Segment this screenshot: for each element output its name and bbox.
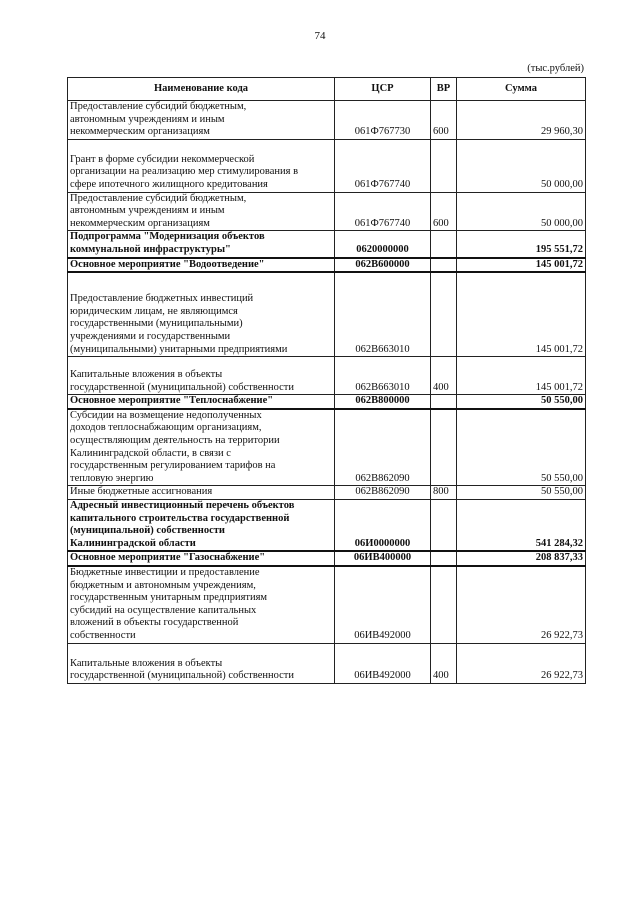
row-vr: [431, 566, 457, 643]
row-vr: [431, 409, 457, 486]
table-row: [68, 258, 586, 273]
row-sum: 145 001,72: [457, 272, 586, 356]
row-sum: 26 922,73: [457, 643, 586, 683]
row-vr: 600: [431, 192, 457, 231]
row-name: Субсидии на возмещение недополученных доходов теплоснабжающим организациям, осуществляющим деятельность на территории Калининградской области, в связи с государственным регулированием тарифов на тепловую энергию: [68, 409, 335, 486]
table-row: [68, 231, 586, 258]
row-csr: 06ИВ492000: [335, 643, 431, 683]
row-name: Бюджетные инвестиции и предоставление бюджетным и автономным учреждениям, государственным унитарным предприятиям субсидий на осуществление капитальных вложений в объекты государственной собственности: [68, 566, 335, 643]
row-vr: [431, 272, 457, 356]
page-number: 74: [314, 30, 326, 42]
row-sum: 29 960,30: [457, 101, 586, 140]
row-csr: 062В862090: [335, 409, 431, 486]
table-row: [68, 486, 586, 500]
row-name: Адресный инвестиционный перечень объектов капитального строительства государственной (муниципальной) собственности Калининградской области: [68, 500, 335, 552]
row-sum: 145 001,72: [457, 258, 586, 273]
table-row: [68, 101, 586, 140]
header-csr: ЦСР: [335, 78, 431, 101]
row-name: Иные бюджетные ассигнования: [68, 486, 335, 500]
row-vr: [431, 258, 457, 273]
row-sum: 50 000,00: [457, 192, 586, 231]
row-name: Капитальные вложения в объекты государственной (муниципальной) собственности: [68, 643, 335, 683]
row-vr: 400: [431, 357, 457, 395]
row-sum: 195 551,72: [457, 231, 586, 258]
row-csr: 062В600000: [335, 258, 431, 273]
row-vr: [431, 139, 457, 192]
row-vr: [431, 500, 457, 552]
row-name: Предоставление субсидий бюджетным, автономным учреждениям и иным некоммерческим организациям: [68, 192, 335, 231]
row-name: Основное мероприятие "Теплоснабжение": [68, 395, 335, 409]
budget-table: [67, 77, 586, 684]
row-name: Грант в форме субсидии некоммерческой организации на реализацию мер стимулирования в сфере ипотечного жилищного кредитования: [68, 139, 335, 192]
row-vr: [431, 551, 457, 566]
header-name: Наименование кода: [68, 78, 335, 101]
row-sum: 145 001,72: [457, 357, 586, 395]
row-vr: 600: [431, 101, 457, 140]
table-row: [68, 192, 586, 231]
row-sum: 541 284,32: [457, 500, 586, 552]
row-sum: 26 922,73: [457, 566, 586, 643]
row-csr: 061Ф767740: [335, 139, 431, 192]
row-sum: 50 550,00: [457, 395, 586, 409]
table-row: [68, 551, 586, 566]
row-csr: 0620000000: [335, 231, 431, 258]
row-csr: 06И0000000: [335, 500, 431, 552]
table-row: [68, 272, 586, 356]
row-name: Капитальные вложения в объекты государственной (муниципальной) собственности: [68, 357, 335, 395]
row-vr: [431, 231, 457, 258]
table-row: [68, 566, 586, 643]
row-csr: 061Ф767730: [335, 101, 431, 140]
row-name: Основное мероприятие "Газоснабжение": [68, 551, 335, 566]
row-csr: 06ИВ492000: [335, 566, 431, 643]
header-sum: Сумма: [457, 78, 586, 101]
row-vr: 400: [431, 643, 457, 683]
row-csr: 061Ф767740: [335, 192, 431, 231]
row-sum: 50 550,00: [457, 409, 586, 486]
row-csr: 06ИВ400000: [335, 551, 431, 566]
row-vr: [431, 395, 457, 409]
row-sum: 50 000,00: [457, 139, 586, 192]
row-name: Предоставление субсидий бюджетным, автономным учреждениям и иным некоммерческим организациям: [68, 101, 335, 140]
table-row: [68, 139, 586, 192]
table-header-row: [68, 78, 586, 101]
row-name: Предоставление бюджетных инвестиций юридическим лицам, не являющимся государственными (муниципальными) учреждениями и государственными (муниципальными) унитарными предприятиями: [68, 272, 335, 356]
table-row: [68, 643, 586, 683]
row-vr: 800: [431, 486, 457, 500]
table-row: [68, 409, 586, 486]
units-label: (тыс.рублей): [527, 63, 584, 74]
row-name: Основное мероприятие "Водоотведение": [68, 258, 335, 273]
header-vr: ВР: [431, 78, 457, 101]
table-row: [68, 357, 586, 395]
row-csr: 062В800000: [335, 395, 431, 409]
table-row: [68, 395, 586, 409]
row-name: Подпрограмма "Модернизация объектов коммунальной инфраструктуры": [68, 231, 335, 258]
table-row: [68, 500, 586, 552]
row-csr: 062В663010: [335, 357, 431, 395]
row-csr: 062В862090: [335, 486, 431, 500]
row-sum: 50 550,00: [457, 486, 586, 500]
row-csr: 062В663010: [335, 272, 431, 356]
row-sum: 208 837,33: [457, 551, 586, 566]
